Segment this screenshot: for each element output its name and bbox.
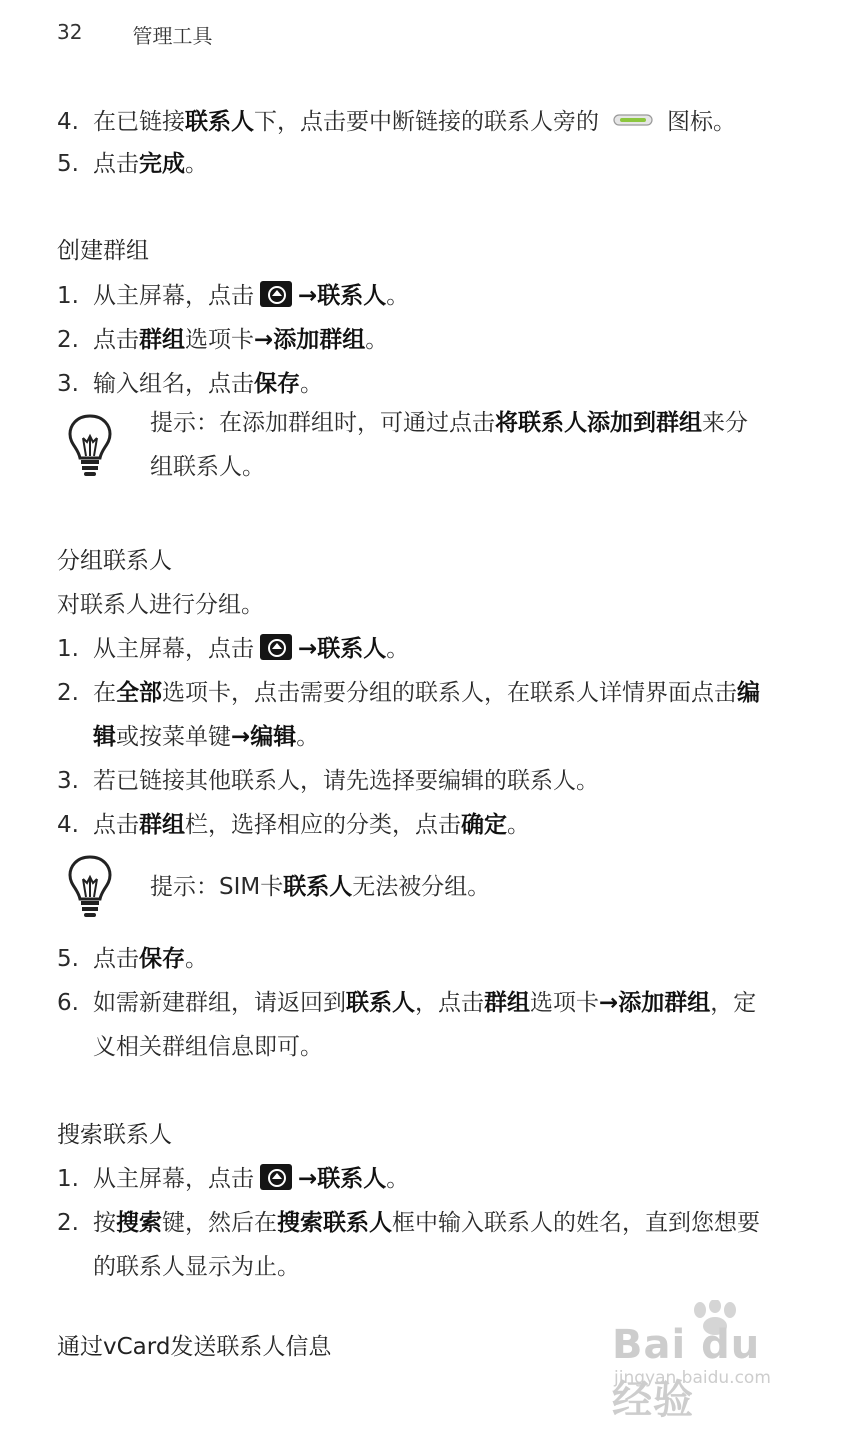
step-text: 点击 (93, 327, 139, 353)
bold-term: →联系人 (298, 1166, 387, 1192)
tip-line (150, 408, 748, 438)
step-text: 。 (386, 636, 410, 662)
baidu-watermark (612, 1300, 812, 1423)
home-icon (260, 634, 292, 660)
home-icon (260, 1164, 292, 1190)
step-text: 。 (365, 327, 389, 353)
bold-term: 确定 (461, 812, 507, 838)
step-line (57, 766, 599, 796)
step-line (57, 1208, 760, 1238)
step-text: 。 (386, 1166, 410, 1192)
step-number: 1. (57, 283, 79, 309)
step-text: 点击 (93, 812, 139, 838)
step-number: 4. (57, 812, 79, 838)
step-text: 。 (300, 371, 323, 397)
step-text: 选项卡 (530, 990, 599, 1016)
bold-term: 联系人 (283, 874, 353, 900)
step-text: 栏，选择相应的分类，点击 (185, 812, 461, 838)
step-text: 点击 (93, 946, 139, 972)
step-number: 3. (57, 768, 79, 794)
tip-line: 组联系人。 (150, 454, 265, 480)
step-text: 输入组名，点击 (93, 371, 254, 397)
step-number: 4. (57, 109, 79, 135)
bold-term: 搜索 (116, 1210, 162, 1236)
step-text: 从主屏幕，点击 (93, 636, 254, 662)
bold-term: 搜索联系人 (277, 1210, 392, 1236)
bold-term: 群组 (139, 327, 185, 353)
step-text: 从主屏幕，点击 (93, 283, 254, 309)
step-line-continued: 义相关群组信息即可。 (93, 1034, 323, 1060)
tip-text: 无法被分组。 (352, 874, 491, 900)
step-number: 1. (57, 1166, 79, 1192)
section-title: 管理工具 (132, 24, 213, 48)
step-line (57, 1164, 409, 1194)
bold-term: 将联系人添加到群组 (495, 410, 702, 436)
home-icon (260, 281, 292, 307)
step-line-continued: 的联系人显示为止。 (93, 1254, 300, 1280)
step-text: 。 (507, 812, 530, 838)
tip-text: 来分 (702, 410, 748, 436)
bold-term: 全部 (116, 680, 162, 706)
step-text: 。 (185, 151, 208, 177)
step-number: 2. (57, 327, 79, 353)
step-text: 按 (93, 1210, 116, 1236)
bold-term: 保存 (139, 946, 185, 972)
step-text: 下，点击要中断链接的联系人旁的 (254, 109, 599, 135)
step-line (57, 325, 388, 355)
step-line-continued (93, 722, 319, 752)
watermark-url: jingyan.baidu.com (614, 1368, 771, 1388)
step-number: 6. (57, 990, 79, 1016)
step-number: 1. (57, 636, 79, 662)
intro-text: 对联系人进行分组。 (57, 592, 264, 618)
bold-term: →添加群组 (599, 990, 711, 1016)
step-text: 。 (386, 283, 410, 309)
step-line (57, 810, 530, 840)
step-line (57, 149, 208, 179)
step-number: 2. (57, 1210, 79, 1236)
bold-term: 群组 (139, 812, 185, 838)
step-text: 键，然后在 (162, 1210, 277, 1236)
step-text: ，点击 (415, 990, 484, 1016)
step-line (57, 105, 736, 137)
step-text: 如需新建群组，请返回到 (93, 990, 346, 1016)
step-text: 从主屏幕，点击 (93, 1166, 254, 1192)
step-line (57, 988, 756, 1018)
bold-term: 联系人 (346, 990, 415, 1016)
tip-text: 提示：SIM卡 (150, 874, 284, 900)
step-text: 选项卡，点击需要分组的联系人，在联系人详情界面点击 (162, 680, 737, 706)
section-heading: 搜索联系人 (57, 1122, 172, 1148)
watermark-brand: Bai du 经验 (612, 1322, 761, 1423)
bold-term: →联系人 (298, 636, 387, 662)
tip-line (150, 872, 490, 902)
page-number: 32 (57, 20, 83, 44)
step-number: 2. (57, 680, 79, 706)
bold-term: 联系人 (185, 109, 254, 135)
step-number: 5. (57, 946, 79, 972)
section-heading: 分组联系人 (57, 548, 172, 574)
step-text: 。 (185, 946, 208, 972)
step-text: 。 (296, 724, 320, 750)
step-line (57, 944, 208, 974)
step-text: 若已链接其他联系人，请先选择要编辑的联系人。 (93, 768, 599, 794)
bold-term: →编辑 (231, 724, 297, 750)
step-line (57, 369, 323, 399)
step-text: 在 (93, 680, 116, 706)
bold-term: 保存 (254, 371, 300, 397)
step-text: 选项卡 (185, 327, 254, 353)
link-icon (613, 105, 653, 119)
section-heading: 通过vCard发送联系人信息 (57, 1334, 332, 1360)
section-heading: 创建群组 (57, 238, 149, 264)
lightbulb-icon (64, 412, 116, 480)
step-text: 图标。 (667, 109, 736, 135)
step-text: 或按菜单键 (116, 724, 231, 750)
tip-text: 提示：在添加群组时，可通过点击 (150, 410, 495, 436)
lightbulb-icon (64, 853, 116, 921)
step-line (57, 678, 760, 708)
step-text: 框中输入联系人的姓名，直到您想要 (392, 1210, 760, 1236)
bold-term: 群组 (484, 990, 530, 1016)
bold-term: →添加群组 (254, 327, 366, 353)
step-text: 点击 (93, 151, 139, 177)
bold-term: →联系人 (298, 283, 387, 309)
step-number: 3. (57, 371, 79, 397)
step-number: 5. (57, 151, 79, 177)
bold-term: 完成 (139, 151, 185, 177)
step-text: ，定 (710, 990, 757, 1016)
step-line (57, 634, 409, 664)
step-text: 在已链接 (93, 109, 185, 135)
bold-term: 辑 (93, 724, 116, 750)
page-header (57, 20, 212, 49)
step-line (57, 281, 409, 311)
bold-term: 编 (737, 680, 760, 706)
